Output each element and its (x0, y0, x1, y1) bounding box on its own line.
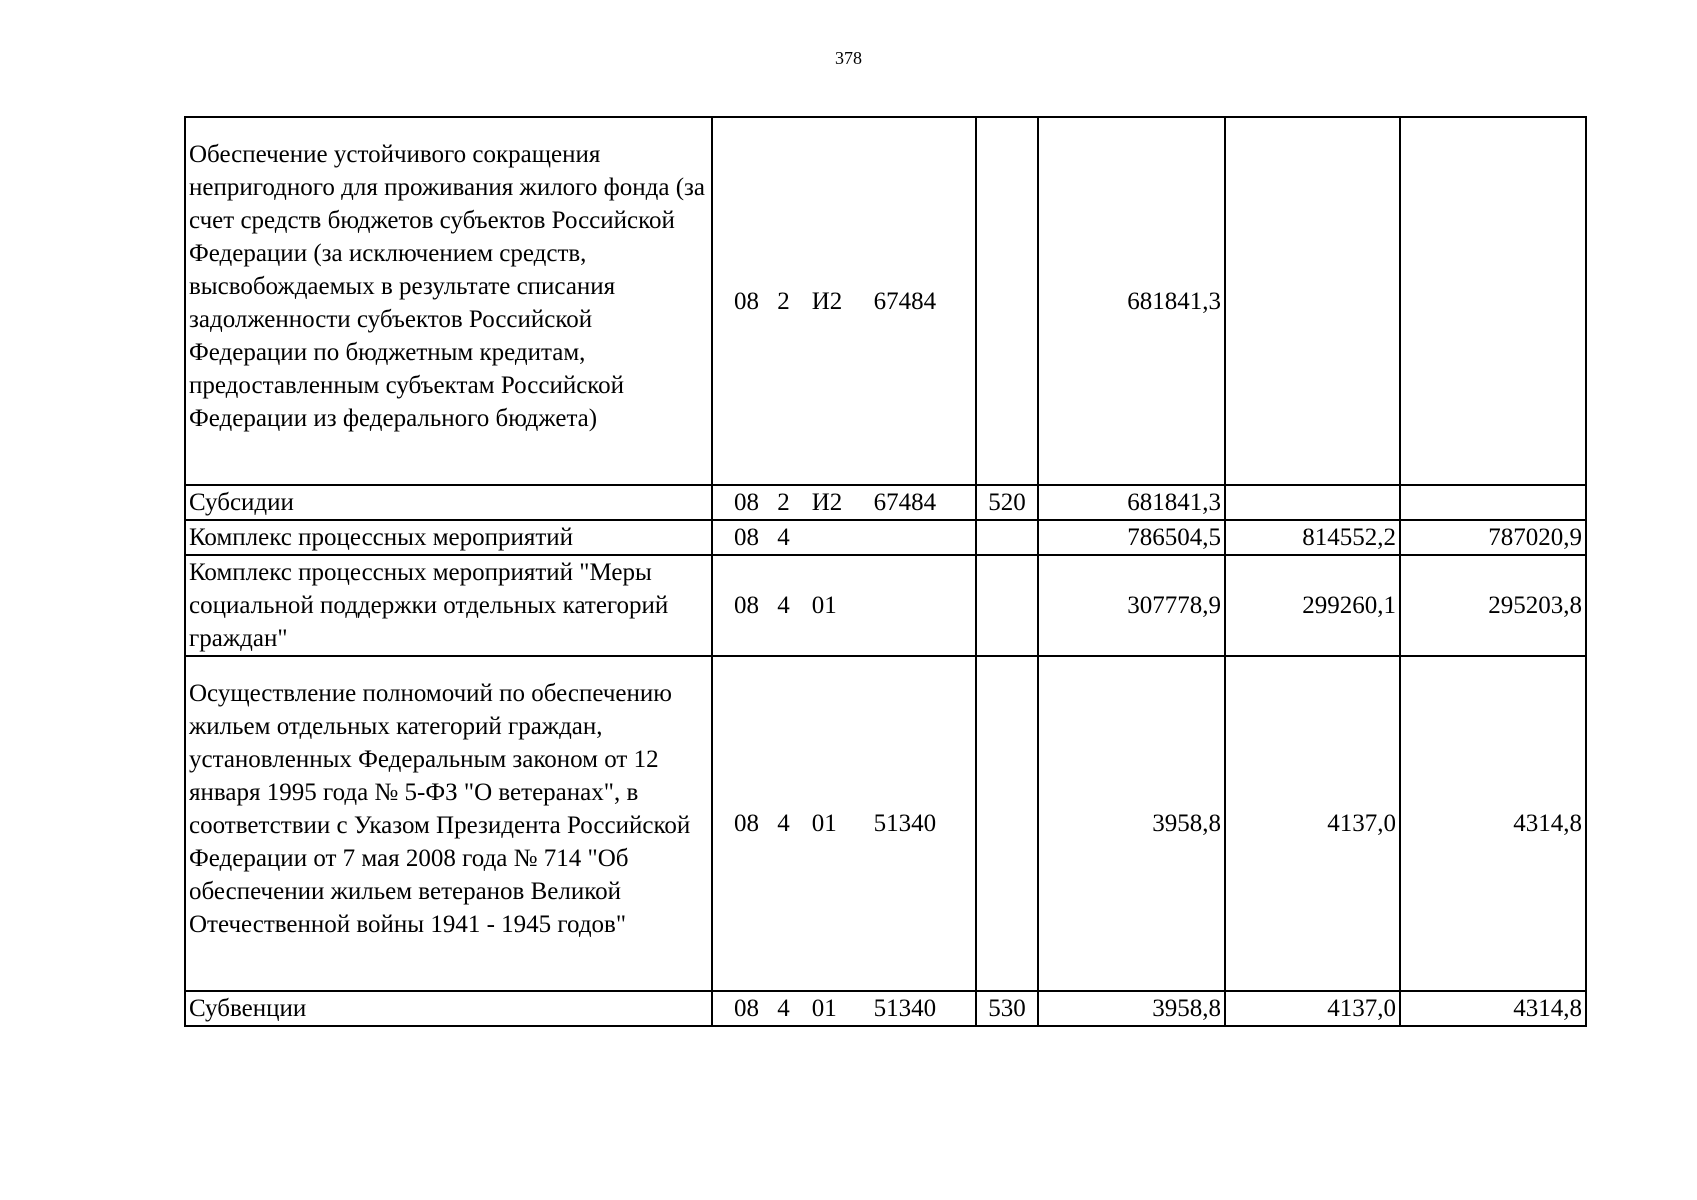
row-name: Осуществление полномочий по обеспечению жильем отдельных категорий граждан, установленных Федеральным законом от 12 января 1995 года № 5-ФЗ "О ветеранах", в соответствии с Указом Президента Российской Федерации от 7 мая 2008 года № 714 "Об обеспечении жильем ветеранов Великой Отечественной войны 1941 - 1945 годов" (185, 656, 712, 991)
code-item: 51340 (873, 810, 937, 837)
table-row (185, 117, 1586, 485)
row-name: Субвенции (185, 991, 712, 1026)
amount-year-3 (1400, 117, 1586, 485)
code-project: 01 (811, 995, 837, 1022)
amount-year-3: 295203,8 (1400, 555, 1586, 656)
code-direction: 4 (777, 524, 790, 551)
code-project: 01 (811, 592, 837, 619)
code-project: И2 (811, 489, 843, 516)
code-item: 67484 (873, 287, 937, 315)
amount-year-2 (1225, 485, 1400, 520)
code-item: 67484 (873, 489, 937, 516)
row-codes (712, 555, 976, 656)
table-row (185, 991, 1586, 1026)
expense-type: 530 (976, 991, 1038, 1026)
row-name: Обеспечение устойчивого сокращения непригодного для проживания жилого фонда (за счет средств бюджетов субъектов Российской Федерации (за исключением средств, высвобождаемых в результате списания задолженности субъектов Российской Федерации по бюджетным кредитам, предоставленным субъектам Российской Федерации из федерального бюджета) (185, 117, 712, 485)
row-codes (712, 485, 976, 520)
amount-year-2: 4137,0 (1225, 656, 1400, 991)
row-codes (712, 117, 976, 485)
amount-year-3: 4314,8 (1400, 991, 1586, 1026)
amount-year-1: 681841,3 (1038, 117, 1225, 485)
code-direction: 2 (777, 287, 790, 315)
budget-table (184, 116, 1587, 1027)
code-section: 08 (734, 524, 759, 551)
expense-type (976, 117, 1038, 485)
expense-type (976, 656, 1038, 991)
row-name: Комплекс процессных мероприятий (185, 520, 712, 555)
amount-year-1: 786504,5 (1038, 520, 1225, 555)
code-project: И2 (811, 287, 843, 315)
code-section: 08 (734, 995, 759, 1022)
amount-year-3: 4314,8 (1400, 656, 1586, 991)
code-project: 01 (811, 810, 837, 837)
code-direction: 2 (777, 489, 790, 516)
code-section: 08 (734, 810, 759, 837)
amount-year-1: 681841,3 (1038, 485, 1225, 520)
amount-year-1: 3958,8 (1038, 656, 1225, 991)
amount-year-2 (1225, 117, 1400, 485)
code-direction: 4 (777, 592, 790, 619)
amount-year-2: 814552,2 (1225, 520, 1400, 555)
amount-year-2: 299260,1 (1225, 555, 1400, 656)
table-row (185, 520, 1586, 555)
row-codes (712, 991, 976, 1026)
expense-type (976, 555, 1038, 656)
row-name: Комплекс процессных мероприятий "Меры социальной поддержки отдельных категорий граждан" (185, 555, 712, 656)
row-codes (712, 520, 976, 555)
code-section: 08 (734, 287, 759, 315)
expense-type (976, 520, 1038, 555)
amount-year-3 (1400, 485, 1586, 520)
code-item: 51340 (873, 995, 937, 1022)
row-name: Субсидии (185, 485, 712, 520)
table-row (185, 485, 1586, 520)
row-codes (712, 656, 976, 991)
code-section: 08 (734, 489, 759, 516)
table-row (185, 656, 1586, 991)
table-row (185, 555, 1586, 656)
code-direction: 4 (777, 810, 790, 837)
expense-type: 520 (976, 485, 1038, 520)
code-section: 08 (734, 592, 759, 619)
page-number: 378 (835, 48, 862, 68)
code-direction: 4 (777, 995, 790, 1022)
amount-year-1: 3958,8 (1038, 991, 1225, 1026)
amount-year-3: 787020,9 (1400, 520, 1586, 555)
amount-year-1: 307778,9 (1038, 555, 1225, 656)
amount-year-2: 4137,0 (1225, 991, 1400, 1026)
